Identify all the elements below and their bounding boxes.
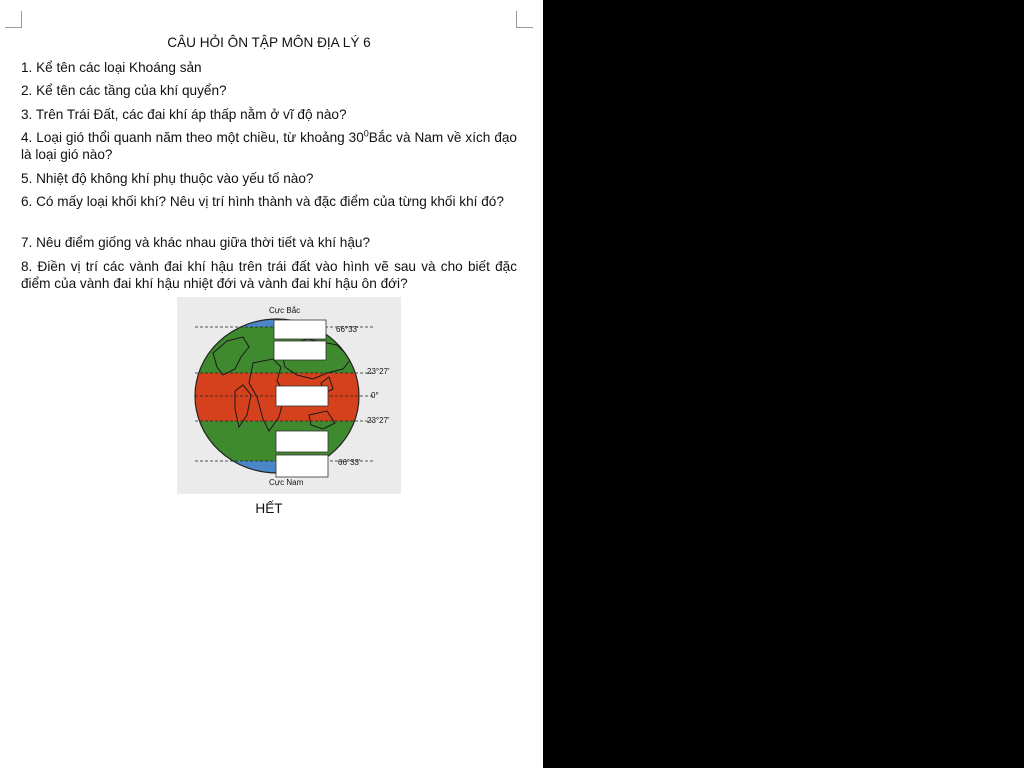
latitude-label-equator: 0° <box>371 391 379 400</box>
latitude-label-south-polar: 66°33' <box>338 458 361 467</box>
answer-box[interactable] <box>276 455 328 477</box>
climate-zones-figure <box>177 297 401 494</box>
end-marker: HẾT <box>255 501 283 516</box>
question-4-text-end: Bắc và Nam về xích đạo là loại gió nào? <box>21 130 517 162</box>
answer-box[interactable] <box>274 341 326 360</box>
question-2: 2. Kể tên các tầng của khí quyển? <box>21 83 227 98</box>
question-5: 5. Nhiệt độ không khí phụ thuộc vào yếu tố nào? <box>21 171 314 186</box>
globe-diagram <box>177 297 401 494</box>
question-1: 1. Kể tên các loại Khoáng sản <box>21 60 202 75</box>
question-4-superscript: 0 <box>363 128 369 139</box>
question-4-text: 4. Loại gió thổi quanh năm theo một chiều, từ khoảng 30 <box>21 130 364 145</box>
page-corner-marker <box>5 11 22 28</box>
question-3: 3. Trên Trái Đất, các đai khí áp thấp nằm ở vĩ độ nào? <box>21 107 347 122</box>
latitude-label-north-tropic: 23°27' <box>367 367 390 376</box>
page-corner-marker <box>516 11 533 28</box>
answer-box[interactable] <box>276 431 328 452</box>
answer-box[interactable] <box>276 386 328 406</box>
latitude-label-north-polar: 66°33' <box>336 325 359 334</box>
document-title: CÂU HỎI ÔN TẬP MÔN ĐỊA LÝ 6 <box>167 35 371 50</box>
question-6: 6. Có mấy loại khối khí? Nêu vị trí hình thành và đặc điểm của từng khối khí đó? <box>21 194 504 209</box>
question-8: 8. Điền vị trí các vành đai khí hậu trên trái đất vào hình vẽ sau và cho biết đặc điểm của vành đai khí hậu nhiệt đới và vành đai khí hậu ôn đới? <box>21 259 517 291</box>
south-pole-label: Cực Nam <box>269 478 304 487</box>
question-4 <box>21 129 517 163</box>
question-7: 7. Nêu điểm giống và khác nhau giữa thời tiết và khí hậu? <box>21 235 371 250</box>
north-pole-label: Cực Bắc <box>269 306 301 315</box>
latitude-label-south-tropic: 23°27' <box>367 416 390 425</box>
answer-box[interactable] <box>274 320 326 339</box>
